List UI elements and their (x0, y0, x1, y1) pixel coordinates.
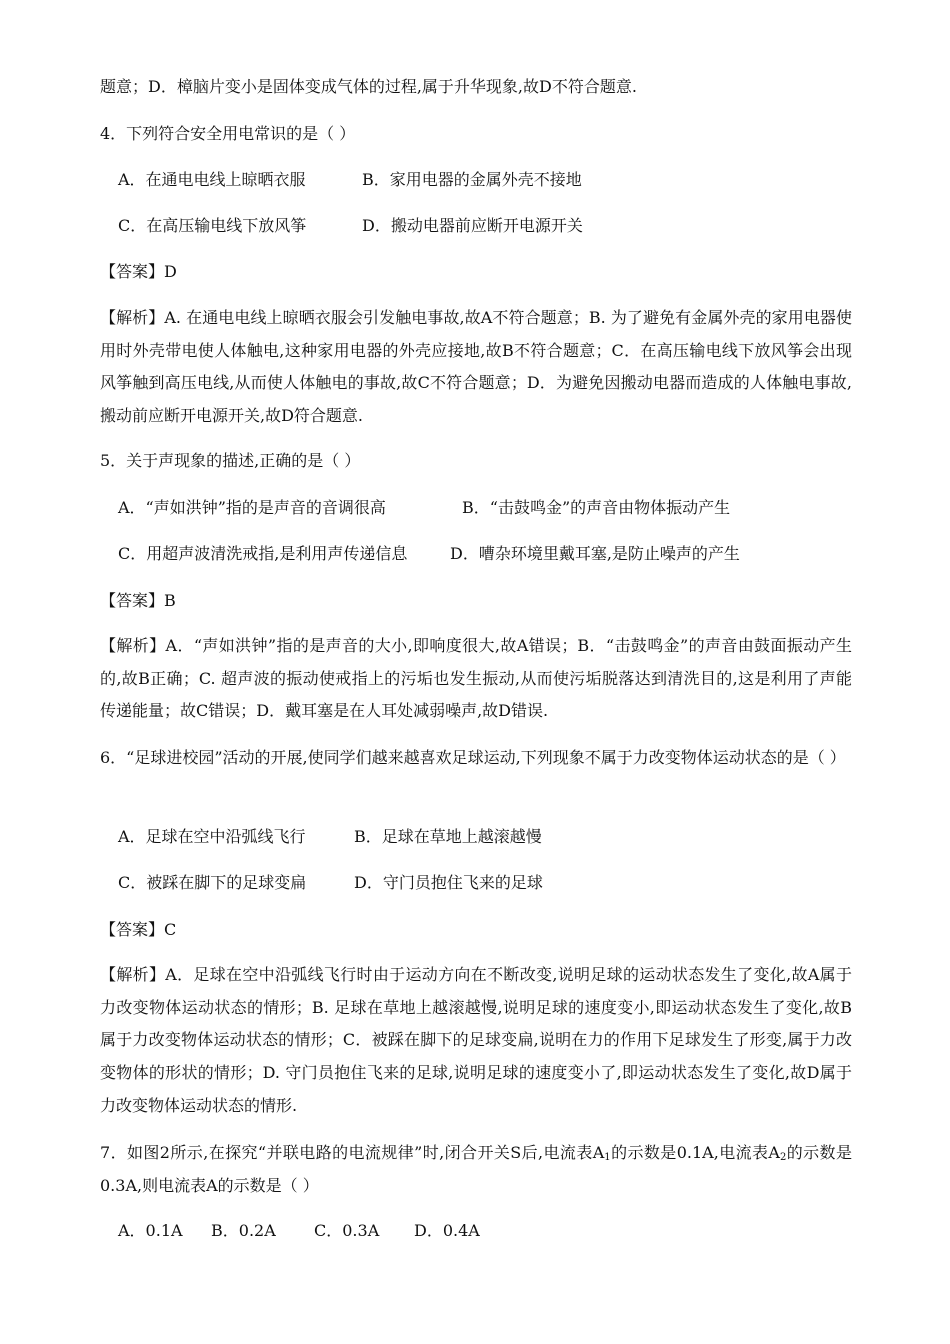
q4-option-a: A．在通电电线上晾晒衣服 (118, 170, 306, 189)
q6-analysis: 【解析】A．足球在空中沿弧线飞行时由于运动方向在不断改变,说明足球的运动状态发生了变化,故A属于力改变物体运动状态的情形；B. 足球在草地上越滚越慢,说明足球的速度变小,即运动状态发生了变化,故B属于力改变物体运动状态的情形；C．被踩在脚下的足球变扁,说明在力的作用下足球发生了形变,属于力改变物体的形状的情形；D. 守门员抱住飞来的足球,说明足球的速度变小了,即运动状态发生了变化,故D属于力改变物体运动状态的情形. (100, 965, 852, 1115)
carry-over-text: 题意；D．樟脑片变小是固体变成气体的过程,属于升华现象,故D不符合题意. (100, 77, 637, 96)
q6-option-a: A．足球在空中沿弧线飞行 (118, 827, 306, 846)
q5-analysis: 【解析】A．“声如洪钟”指的是声音的大小,即响度很大,故A错误；B．“击鼓鸣金”的声音由鼓面振动产生的,故B正确；C. 超声波的振动使戒指上的污垢也发生振动,从而使污垢脱落达到清洗目的,这是利用了声能传递能量；故C错误；D．戴耳塞是在人耳处减弱噪声,故D错误. (100, 636, 852, 721)
q4-option-c: C．在高压输电线下放风筝 (118, 216, 307, 235)
q5-answer: 【答案】B (100, 591, 176, 610)
q6-option-b: B．足球在草地上越滚越慢 (354, 827, 542, 846)
ammeter-a2-subscript: 2 (779, 1152, 787, 1163)
q5-option-b: B．“击鼓鸣金”的声音由物体振动产生 (462, 498, 731, 517)
ammeter-a1-subscript: 1 (604, 1152, 611, 1163)
q7-stem-part2: 的示数是0.1A,电流表A (610, 1143, 780, 1162)
q7-option-a: A．0.1A (118, 1221, 183, 1240)
q5-option-d: D．嘈杂环境里戴耳塞,是防止噪声的产生 (450, 544, 740, 563)
q4-option-d: D．搬动电器前应断开电源开关 (362, 216, 583, 235)
q4-option-b: B．家用电器的金属外壳不接地 (362, 170, 582, 189)
q7-option-c: C．0.3A (314, 1221, 380, 1240)
q5-option-c: C．用超声波清洗戒指,是利用声传递信息 (118, 544, 408, 563)
q6-stem: 6．“足球进校园”活动的开展,使同学们越来越喜欢足球运动,下列现象不属于力改变物体运动状态的是（ ） (100, 748, 846, 767)
q4-answer: 【答案】D (100, 262, 177, 281)
q4-analysis: 【解析】A. 在通电电线上晾晒衣服会引发触电事故,故A不符合题意；B. 为了避免有金属外壳的家用电器使用时外壳带电使人体触电,这种家用电器的外壳应接地,故B不符合题意；C．在高压输电线下放风筝会出现风筝触到高压电线,从而使人体触电的事故,故C不符合题意；D．为避免因搬动电器而造成的人体触电事故,搬动前应断开电源开关,故D符合题意. (100, 308, 852, 426)
q7-stem-part3: 的示数是0.3A,则电流表A的示数是（ ） (100, 1143, 852, 1195)
q6-answer: 【答案】C (100, 920, 177, 939)
q7-stem-part1: 7．如图2所示,在探究“并联电路的电流规律”时,闭合开关S后,电流表A (100, 1143, 605, 1162)
q7-stem (100, 1137, 852, 1202)
q6-option-d: D．守门员抱住飞来的足球 (354, 873, 543, 892)
q5-stem: 5．关于声现象的描述,正确的是（ ） (100, 451, 361, 470)
q7-option-b: B．0.2A (211, 1221, 276, 1240)
q5-option-a: A．“声如洪钟”指的是声音的音调很高 (118, 498, 386, 517)
q4-stem: 4．下列符合安全用电常识的是（ ） (100, 124, 356, 143)
q7-option-d: D．0.4A (414, 1221, 480, 1240)
q6-option-c: C．被踩在脚下的足球变扁 (118, 873, 307, 892)
